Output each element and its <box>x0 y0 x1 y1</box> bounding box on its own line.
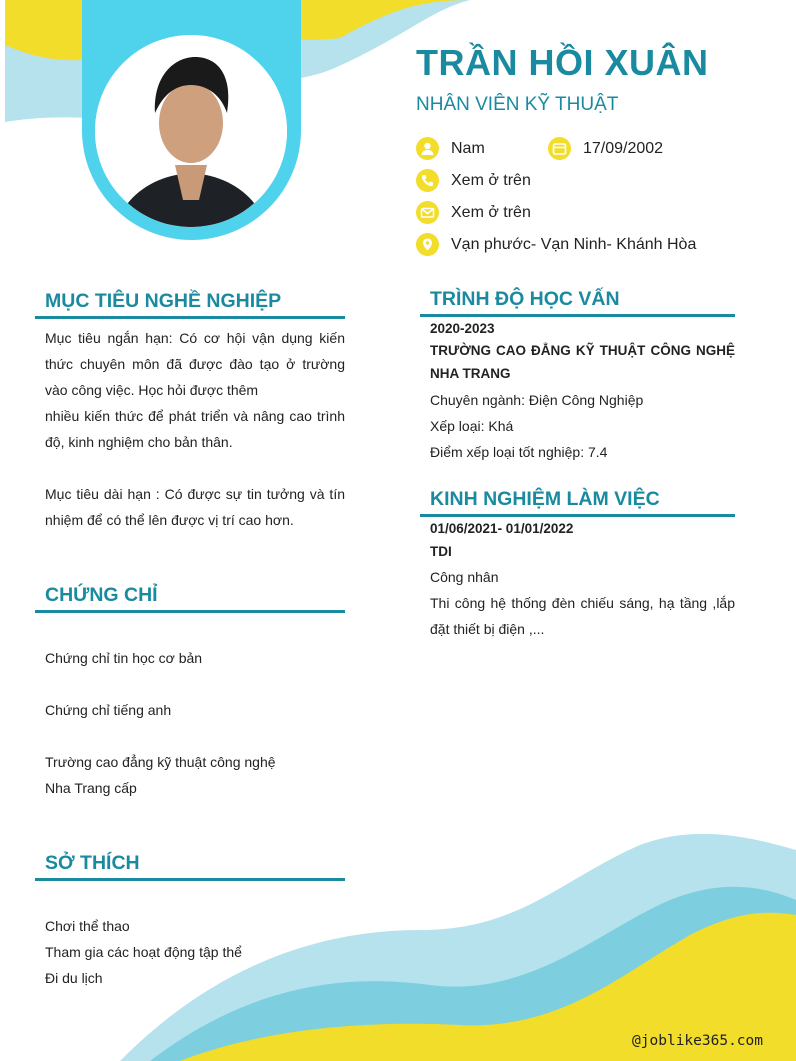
education-school: TRƯỜNG CAO ĐẲNG KỸ THUẬT CÔNG NGHỆ NHA TRANG <box>430 343 735 381</box>
birthdate-row <box>548 137 663 160</box>
hobby-item: Tham gia các hoạt động tập thể <box>45 944 242 960</box>
education-score: Điểm xếp loại tốt nghiệp: 7.4 <box>430 444 608 460</box>
hobby-item: Chơi thể thao <box>45 918 130 934</box>
job-title: NHÂN VIÊN KỸ THUẬT <box>416 94 619 115</box>
experience-heading: KINH NGHIỆM LÀM VIỆC <box>430 488 660 510</box>
location-pin-icon <box>416 233 439 256</box>
mail-icon <box>416 201 439 224</box>
education-heading: TRÌNH ĐỘ HỌC VẤN <box>430 288 620 310</box>
gender-row <box>416 137 485 160</box>
phone-row <box>416 169 531 192</box>
experience-company: TDI <box>430 544 452 559</box>
education-period: 2020-2023 <box>430 321 495 336</box>
certificates-heading: CHỨNG CHỈ <box>45 584 158 606</box>
experience-period: 01/06/2021- 01/01/2022 <box>430 521 574 536</box>
objective-divider <box>35 316 345 319</box>
hobbies-heading: SỞ THÍCH <box>45 852 140 874</box>
education-major: Chuyên ngành: Điện Công Nghiệp <box>430 392 644 408</box>
hobby-item: Đi du lịch <box>45 970 103 986</box>
certificate-item: Chứng chỉ tiếng anh <box>45 702 172 718</box>
certificate-item: Chứng chỉ tin học cơ bản <box>45 650 203 666</box>
objective-long-term: Mục tiêu dài hạn : Có được sự tin tưởng và tín nhiệm để có thể lên được vị trí cao hơn. <box>45 486 345 528</box>
experience-description: Thi công hệ thống đèn chiếu sáng, hạ tầng ,lắp đặt thiết bị điện ,... <box>430 595 735 637</box>
birthdate-value: 17/09/2002 <box>583 139 664 157</box>
email-value: Xem ở trên <box>451 203 531 221</box>
profile-photo <box>95 35 287 227</box>
phone-icon <box>416 169 439 192</box>
address-value: Vạn phước- Vạn Ninh- Khánh Hòa <box>451 235 697 253</box>
candidate-name: TRẦN HỒI XUÂN <box>416 42 709 83</box>
gender-value: Nam <box>451 139 485 157</box>
certificate-issuer-cont: Nha Trang cấp <box>45 780 137 796</box>
watermark: @joblike365.com <box>632 1033 763 1049</box>
address-row <box>416 233 696 256</box>
education-rank: Xếp loại: Khá <box>430 418 514 434</box>
certificates-divider <box>35 610 345 613</box>
experience-position: Công nhân <box>430 569 499 585</box>
objective-heading: MỤC TIÊU NGHỀ NGHIỆP <box>45 290 282 312</box>
objective-short-term: Mục tiêu ngắn hạn: Có cơ hội vận dụng kiến thức chuyên môn đã được đào tạo ở trường vào công việc. Học hỏi được thêm <box>45 330 345 398</box>
objective-short-term-cont: nhiều kiến thức để phát triển và nâng cao trình độ, kinh nghiệm cho bản thân. <box>45 408 345 450</box>
calendar-icon <box>548 137 571 160</box>
hobbies-divider <box>35 878 345 881</box>
phone-value: Xem ở trên <box>451 171 531 189</box>
email-row <box>416 201 531 224</box>
certificate-issuer: Trường cao đẳng kỹ thuật công nghệ <box>45 754 276 770</box>
person-icon <box>416 137 439 160</box>
